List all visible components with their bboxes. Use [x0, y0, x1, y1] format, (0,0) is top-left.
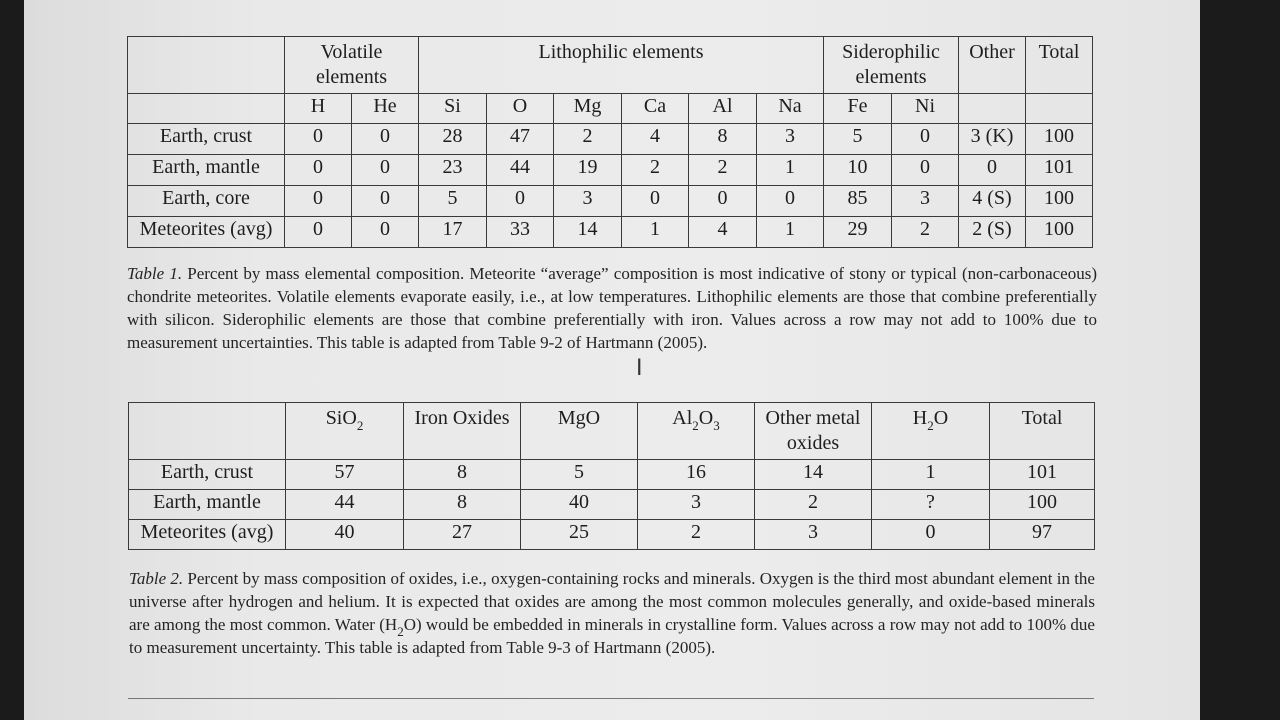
table-cell: 85: [824, 186, 892, 217]
table-cell: 4 (S): [959, 186, 1026, 217]
table-cell: 17: [419, 217, 487, 248]
table-cell: 5: [521, 460, 638, 490]
table-row: [128, 186, 1093, 217]
table-cell: 57: [286, 460, 404, 490]
column-header: H: [285, 94, 352, 124]
table-cell: 1: [872, 460, 990, 490]
table-cell: 8: [404, 490, 521, 520]
table-cell: 3: [755, 520, 872, 550]
empty-header-cell: [128, 37, 285, 94]
table-cell: 0: [285, 186, 352, 217]
table-cell: 97: [990, 520, 1095, 550]
table-cell: 23: [419, 155, 487, 186]
table-cell: 101: [990, 460, 1095, 490]
empty-header-cell: [129, 403, 286, 460]
column-header: Al: [689, 94, 757, 124]
total-header: Total: [990, 403, 1095, 460]
footer-rule: [128, 698, 1094, 699]
table-row: [129, 520, 1095, 550]
header-row: [129, 403, 1095, 460]
caption-text: O) would be embedded in minerals in crystalline form. Values across a row may not add to 100% due to measurement uncertainty. This table is adapted from Table 9-3 of Hartmann (2005).: [129, 615, 1095, 657]
table-row: [128, 155, 1093, 186]
table-cell: 100: [990, 490, 1095, 520]
table-cell: 29: [824, 217, 892, 248]
row-label: Earth, mantle: [128, 155, 285, 186]
table-cell: 0: [487, 186, 554, 217]
al2o3-header: $Al_2O_3$: [638, 403, 755, 460]
table-cell: 1: [622, 217, 689, 248]
table-cell: 0: [285, 217, 352, 248]
table-1-container: [127, 36, 1093, 248]
h2o-header: $H_2O$: [872, 403, 990, 460]
table-cell: 4: [622, 124, 689, 155]
table-cell: 33: [487, 217, 554, 248]
table-2-caption: [129, 567, 1095, 659]
row-label: Earth, crust: [129, 460, 286, 490]
table-cell: ?: [872, 490, 990, 520]
element-symbol-row: [128, 94, 1093, 124]
table-cell: 16: [638, 460, 755, 490]
other-header: Other: [959, 37, 1026, 94]
table-cell: 0: [892, 124, 959, 155]
table-cell: 3: [554, 186, 622, 217]
text-cursor-icon: I: [636, 356, 643, 381]
column-header: He: [352, 94, 419, 124]
sio2-header: SiO$_2$: [286, 403, 404, 460]
oxide-composition-table: [128, 402, 1095, 550]
table-cell: 0: [285, 155, 352, 186]
column-header: O: [487, 94, 554, 124]
row-label: Meteorites (avg): [129, 520, 286, 550]
mgo-header: MgO: [521, 403, 638, 460]
table-cell: 0: [959, 155, 1026, 186]
row-label: Earth, crust: [128, 124, 285, 155]
siderophilic-group-header: Siderophilic elements: [824, 37, 959, 94]
caption-text: Percent by mass elemental composition. Meteorite “average” composition is most indicative of stony or typical (non-carbonaceous) chondrite meteorites. Volatile elements evaporate easily, i.e., at low temperatures. Lithophilic elements are those that combine preferentially with silicon. Siderophilic elements are those that combine preferentially with iron. Values across a row may not add to 100% due to measurement uncertainties. This table is adapted from Table 9-2 of Hartmann (2005).: [127, 264, 1097, 352]
table-cell: 101: [1026, 155, 1093, 186]
table-cell: 2: [755, 490, 872, 520]
table-cell: 2: [689, 155, 757, 186]
table-cell: 44: [286, 490, 404, 520]
table-row: [129, 460, 1095, 490]
table-cell: 100: [1026, 217, 1093, 248]
iron-oxides-header: Iron Oxides: [404, 403, 521, 460]
column-header: Si: [419, 94, 487, 124]
table-cell: 0: [352, 124, 419, 155]
table-cell: 8: [689, 124, 757, 155]
table-cell: 1: [757, 217, 824, 248]
table-cell: 14: [554, 217, 622, 248]
row-label: Earth, mantle: [129, 490, 286, 520]
table-cell: 3: [892, 186, 959, 217]
row-label: Meteorites (avg): [128, 217, 285, 248]
table-cell: 0: [689, 186, 757, 217]
table-cell: 2: [622, 155, 689, 186]
table-cell: 1: [757, 155, 824, 186]
table-cell: 0: [285, 124, 352, 155]
table-cell: 100: [1026, 186, 1093, 217]
elemental-composition-table: [127, 36, 1093, 248]
table-cell: 0: [352, 186, 419, 217]
table-cell: 2: [892, 217, 959, 248]
table-cell: 0: [892, 155, 959, 186]
caption-text: Percent by mass composition of oxides, i.e., oxygen-containing rocks and minerals. Oxygen is the third most abundant element in the universe after hydrogen and helium. It is expected that oxides are among the most common molecules generally, and oxide-based minerals are among the most common. Water (H: [129, 569, 1095, 634]
table-cell: 47: [487, 124, 554, 155]
table-cell: 27: [404, 520, 521, 550]
table-cell: 0: [352, 155, 419, 186]
table-cell: 2: [554, 124, 622, 155]
table-cell: 10: [824, 155, 892, 186]
table-cell: 4: [689, 217, 757, 248]
table-row: [128, 217, 1093, 248]
table-cell: 28: [419, 124, 487, 155]
caption-label: Table 2.: [129, 569, 184, 588]
table-cell: 2 (S): [959, 217, 1026, 248]
table-cell: 19: [554, 155, 622, 186]
other-metal-oxides-header: Other metal oxides: [755, 403, 872, 460]
column-header: Fe: [824, 94, 892, 124]
table-cell: 3 (K): [959, 124, 1026, 155]
lithophilic-group-header: Lithophilic elements: [419, 37, 824, 94]
column-header: Ca: [622, 94, 689, 124]
table-cell: 25: [521, 520, 638, 550]
table-row: [129, 490, 1095, 520]
table-cell: 5: [419, 186, 487, 217]
table-cell: 0: [872, 520, 990, 550]
document-page: [24, 0, 1200, 720]
total-header: Total: [1026, 37, 1093, 94]
column-header: Ni: [892, 94, 959, 124]
caption-subscript: 2: [397, 624, 404, 639]
table-cell: 2: [638, 520, 755, 550]
table-cell: 40: [286, 520, 404, 550]
table-cell: 0: [757, 186, 824, 217]
table-cell: 0: [622, 186, 689, 217]
volatile-group-header: Volatile elements: [285, 37, 419, 94]
table-cell: 44: [487, 155, 554, 186]
row-label: Earth, core: [128, 186, 285, 217]
table-row: [128, 124, 1093, 155]
table-cell: 5: [824, 124, 892, 155]
column-header: Mg: [554, 94, 622, 124]
caption-label: Table 1.: [127, 264, 183, 283]
table-2-container: [128, 402, 1095, 550]
table-cell: 40: [521, 490, 638, 520]
table-1-caption: [127, 262, 1097, 354]
table-cell: 100: [1026, 124, 1093, 155]
table-cell: 3: [757, 124, 824, 155]
table-cell: 0: [352, 217, 419, 248]
column-header: Na: [757, 94, 824, 124]
table-cell: 3: [638, 490, 755, 520]
table-cell: 8: [404, 460, 521, 490]
table-cell: 14: [755, 460, 872, 490]
